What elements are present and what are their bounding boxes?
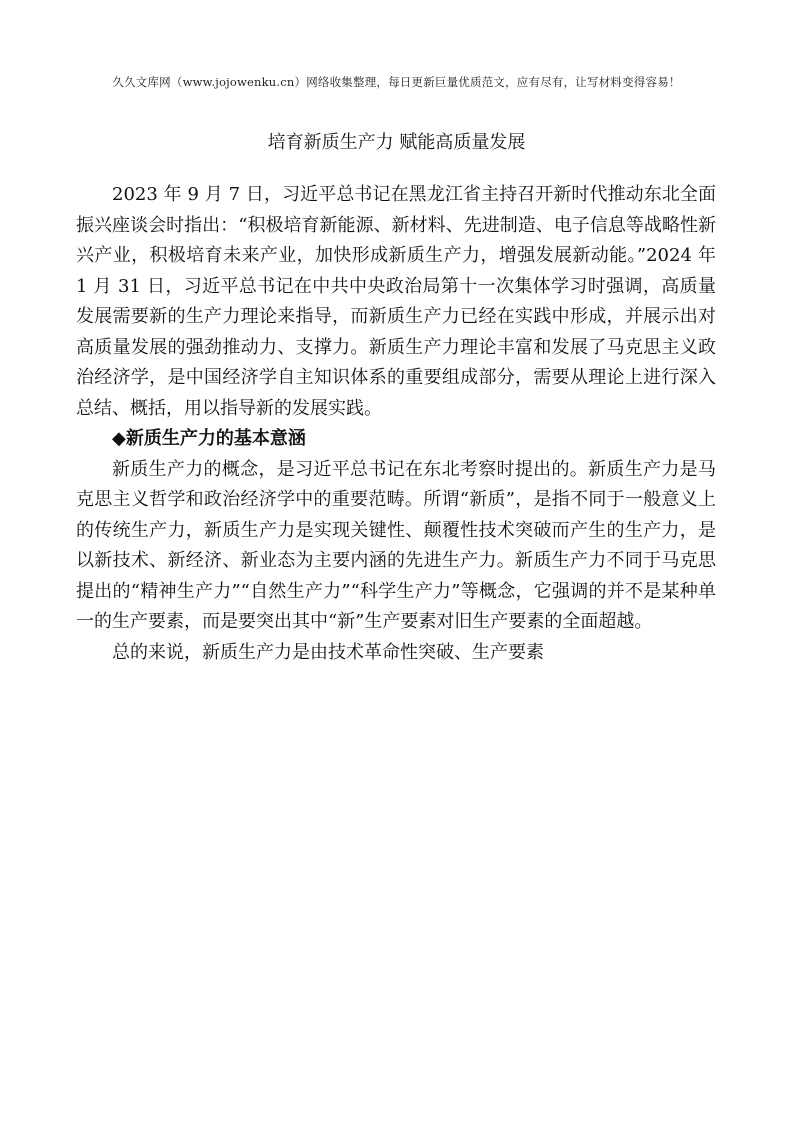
- section-heading-text: 新质生产力的基本意涵: [125, 428, 306, 449]
- diamond-bullet-icon: ◆: [112, 428, 126, 449]
- header-watermark-note: 久久文库网（www.jojowenku.cn）网络收集整理，每日更新巨量优质范文，应有尽有，让写材料变得容易！: [112, 75, 681, 89]
- document-title: 培育新质生产力 赋能高质量发展: [267, 132, 526, 153]
- section-paragraph-2: 总的来说，新质生产力是由技术革命性突破、生产要素: [112, 641, 544, 663]
- document-body: [76, 180, 716, 668]
- section-heading: [76, 424, 716, 455]
- section-paragraph-1: 新质生产力的概念，是习近平总书记在东北考察时提出的。新质生产力是马克思主义哲学和政治经济学中的重要范畴。所谓“新质”，是指不同于一般意义上的传统生产力，新质生产力是实现关键性、颠覆性技术突破而产生的生产力，是以新技术、新经济、新业态为主要内涵的先进生产力。新质生产力不同于马克思提出的“精神生产力”“自然生产力”“科学生产力”等概念，它强调的并不是某种单一的生产要素，而是要突出其中“新”生产要素对旧生产要素的全面超越。: [76, 458, 716, 632]
- intro-paragraph: 2023 年 9 月 7 日，习近平总书记在黑龙江省主持召开新时代推动东北全面振兴座谈会时指出：“积极培育新能源、新材料、先进制造、电子信息等战略性新兴产业，积极培育未来产业，加快形成新质生产力，增强发展新动能。”2024 年 1 月 31 日，习近平总书记在中共中央政治局第十一次集体学习时强调，高质量发展需要新的生产力理论来指导，而新质生产力已经在实践中形成，并展示出对高质量发展的强劲推动力、支撑力。新质生产力理论丰富和发展了马克思主义政治经济学，是中国经济学自主知识体系的重要组成部分，需要从理论上进行深入总结、概括，用以指导新的发展实践。: [76, 184, 716, 419]
